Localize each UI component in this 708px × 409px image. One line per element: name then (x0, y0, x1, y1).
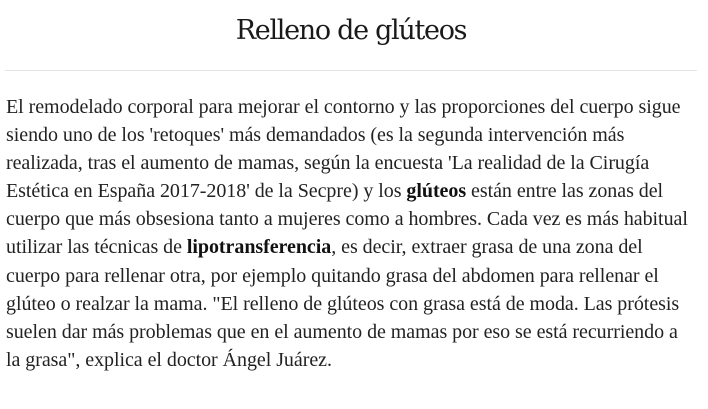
section-title: Relleno de glúteos (235, 15, 467, 46)
article-paragraph (6, 93, 696, 374)
paragraph-text-3: , es decir, extraer grasa de una zona del cuerpo para rellenar otra, por ejemplo quitando grasa del abdomen para rellenar el glúteo o realzar la mama. "El relleno de glúteos con grasa está de moda. Las prótesis suelen dar más problemas que en el aumento de mamas por eso se está recurriendo a la grasa", explica el doctor Ángel Juárez. (6, 236, 680, 371)
paragraph-text-2: están entre las zonas del cuerpo que más obsesiona tanto a mujeres como a hombres. Cada vez es más habitual utilizar las técnicas de (6, 180, 688, 259)
paragraph-text-1: El remodelado corporal para mejorar el contorno y las proporciones del cuerpo sigue siendo uno de los 'retoques' más demandados (es la segunda intervención más realizada, tras el aumento de mamas, según la encuesta 'La realidad de la Cirugía Estética en España 2017-2018' de la Secpre) y los (6, 96, 681, 203)
keyword-lipotransferencia: lipotransferencia (186, 236, 332, 259)
keyword-gluteos: glúteos (406, 180, 467, 203)
title-divider (5, 70, 697, 71)
